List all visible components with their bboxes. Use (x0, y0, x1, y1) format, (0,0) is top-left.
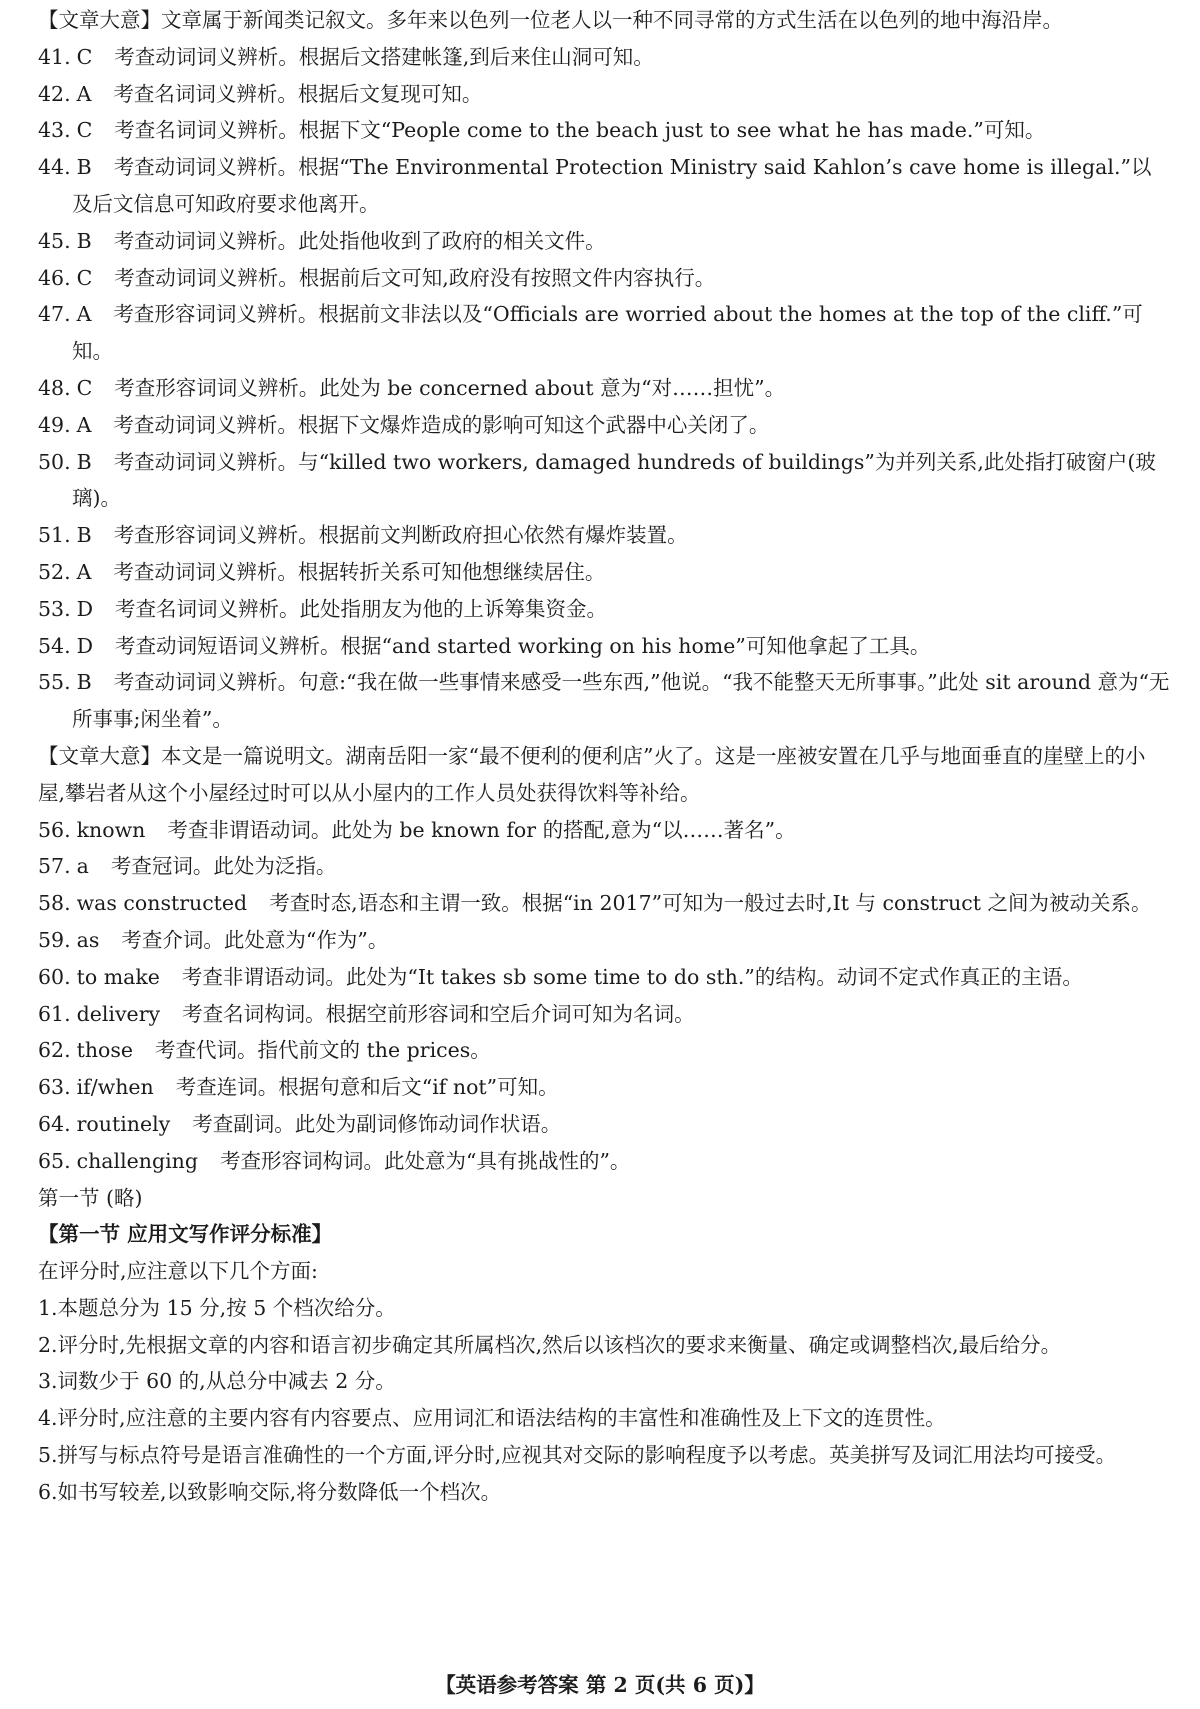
answer-item (38, 959, 1170, 996)
answer-value: C (76, 265, 93, 290)
answer-item (38, 407, 1170, 444)
answer-value: C (76, 118, 93, 143)
answer-item (38, 39, 1170, 76)
question-number: 50. (38, 449, 71, 474)
answer-value: D (76, 596, 94, 621)
question-number: 51. (38, 523, 71, 548)
answer-explanation: 考查动词词义辨析。根据后文搭建帐篷,到后来住山洞可知。 (114, 44, 654, 69)
scoring-criteria-list (38, 1290, 1170, 1511)
answer-explanation: 考查动词词义辨析。根据下文爆炸造成的影响可知这个武器中心关闭了。 (113, 412, 770, 437)
question-number: 41. (38, 44, 71, 69)
answer-item (38, 517, 1170, 554)
answer-value: B (76, 449, 92, 474)
answer-list-56-65 (38, 812, 1170, 1180)
answer-value: B (76, 228, 92, 253)
answer-value: as (76, 927, 100, 952)
answer-explanation: 考查动词短语词义辨析。根据“and started working on his home”可知他拿起了工具。 (115, 633, 931, 658)
scoring-criterion: 1.本题总分为 15 分,按 5 个档次给分。 (38, 1295, 396, 1320)
answer-list-41-55 (38, 39, 1170, 738)
question-number: 55. (38, 670, 71, 695)
answer-value: A (76, 302, 92, 327)
answer-value: a (76, 854, 89, 879)
passage-summary-1: 【文章大意】文章属于新闻类记叙文。多年来以色列一位老人以一种不同寻常的方式生活在以色列的地中海沿岸。 (38, 8, 1063, 32)
question-number: 65. (38, 1148, 71, 1173)
answer-item (38, 1069, 1170, 1106)
answer-value: A (76, 412, 92, 437)
scoring-intro: 在评分时,应注意以下几个方面: (38, 1259, 318, 1284)
answer-explanation: 考查冠词。此处为泛指。 (110, 854, 337, 879)
answer-item (38, 296, 1170, 370)
answer-explanation: 考查名词词义辨析。此处指朋友为他的上诉筹集资金。 (115, 596, 608, 621)
answer-item (38, 848, 1170, 885)
answer-item (38, 370, 1170, 407)
question-number: 62. (38, 1038, 71, 1063)
answer-explanation: 考查名词词义辨析。根据下文“People come to the beach just to see what he has made.”可知。 (114, 118, 1046, 143)
question-number: 49. (38, 412, 71, 437)
answer-explanation: 考查动词词义辨析。与“killed two workers, damaged hundreds of buildings”为并列关系,此处指打破窗户(玻璃)。 (72, 449, 1156, 511)
answer-explanation: 考查介词。此处意为“作为”。 (121, 927, 389, 952)
question-number: 42. (38, 81, 71, 106)
question-number: 52. (38, 559, 71, 584)
scoring-criterion: 4.评分时,应注意的主要内容有内容要点、应用词汇和语法结构的丰富性和准确性及上下文的连贯性。 (38, 1406, 946, 1431)
answer-value: C (76, 375, 93, 400)
answer-item (38, 1032, 1170, 1069)
question-number: 58. (38, 891, 71, 916)
answer-value: B (76, 155, 92, 180)
answer-value: B (76, 670, 92, 695)
answer-item (38, 223, 1170, 260)
answer-item (38, 76, 1170, 113)
answer-value: C (76, 44, 93, 69)
answer-item (38, 812, 1170, 849)
answer-explanation: 考查时态,语态和主谓一致。根据“in 2017”可知为一般过去时,It 与 construct 之间为被动关系。 (269, 891, 1152, 916)
answer-value: known (76, 817, 146, 842)
question-number: 56. (38, 817, 71, 842)
scoring-criterion: 2.评分时,先根据文章的内容和语言初步确定其所属档次,然后以该档次的要求来衡量、确定或调整档次,最后给分。 (38, 1332, 1062, 1357)
question-number: 64. (38, 1111, 71, 1136)
answer-item (38, 664, 1170, 738)
answer-explanation: 考查动词词义辨析。句意:“我在做一些事情来感受一些东西,”他说。“我不能整天无所事事。”此处 sit around 意为“无所事事;闲坐着”。 (72, 670, 1170, 732)
answer-explanation: 考查非谓语动词。此处为“It takes sb some time to do sth.”的结构。动词不定式作真正的主语。 (181, 964, 1083, 989)
answer-item (38, 885, 1170, 922)
answer-explanation: 考查代词。指代前文的 the prices。 (155, 1038, 491, 1063)
question-number: 61. (38, 1001, 71, 1026)
answer-value: B (76, 523, 92, 548)
question-number: 54. (38, 633, 71, 658)
answer-explanation: 考查连词。根据句意和后文“if not”可知。 (175, 1075, 559, 1100)
answer-value: if/when (76, 1075, 154, 1100)
page-content (38, 2, 1170, 1511)
question-number: 43. (38, 118, 71, 143)
answer-explanation: 考查动词词义辨析。根据转折关系可知他想继续居住。 (113, 559, 606, 584)
answer-explanation: 考查动词词义辨析。此处指他收到了政府的相关文件。 (113, 228, 606, 253)
answer-value: delivery (76, 1001, 161, 1026)
answer-value: those (76, 1038, 134, 1063)
answer-explanation: 考查副词。此处为副词修饰动词作状语。 (192, 1111, 562, 1136)
page-footer: 【英语参考答案 第 2 页(共 6 页)】 (435, 1673, 765, 1697)
answer-explanation: 考查名词构词。根据空前形容词和空后介词可知为名词。 (182, 1001, 695, 1026)
answer-item (38, 112, 1170, 149)
question-number: 63. (38, 1075, 71, 1100)
answer-explanation: 考查名词词义辨析。根据后文复现可知。 (113, 81, 483, 106)
question-number: 48. (38, 375, 71, 400)
answer-item (38, 1143, 1170, 1180)
answer-value: A (76, 559, 92, 584)
question-number: 46. (38, 265, 71, 290)
answer-value: challenging (76, 1148, 198, 1173)
question-number: 44. (38, 155, 71, 180)
answer-explanation: 考查动词词义辨析。根据“The Environmental Protection Ministry said Kahlon’s cave home is illegal.”以及后文信息可知政府要求他离开。 (72, 155, 1152, 216)
question-number: 60. (38, 964, 71, 989)
section-note: 第一节 (略) (38, 1185, 143, 1210)
question-number: 47. (38, 302, 71, 327)
answer-value: D (76, 633, 94, 658)
answer-explanation: 考查形容词词义辨析。根据前文判断政府担心依然有爆炸装置。 (113, 523, 688, 548)
answer-value: to make (76, 964, 160, 989)
question-number: 53. (38, 596, 71, 621)
question-number: 59. (38, 927, 71, 952)
answer-item (38, 260, 1170, 297)
answer-item (38, 149, 1170, 223)
answer-explanation: 考查非谓语动词。此处为 be known for 的搭配,意为“以……著名”。 (167, 817, 796, 842)
answer-item (38, 996, 1170, 1033)
scoring-criterion: 3.词数少于 60 的,从总分中减去 2 分。 (38, 1369, 396, 1394)
answer-item (38, 922, 1170, 959)
answer-explanation: 考查动词词义辨析。根据前后文可知,政府没有按照文件内容执行。 (114, 265, 716, 290)
answer-item (38, 591, 1170, 628)
answer-explanation: 考查形容词词义辨析。此处为 be concerned about 意为“对……担忧”。 (114, 375, 786, 400)
scoring-criterion: 6.如书写较差,以致影响交际,将分数降低一个档次。 (38, 1479, 502, 1504)
answer-item (38, 444, 1170, 518)
answer-explanation: 考查形容词构词。此处意为“具有挑战性的”。 (219, 1148, 631, 1173)
answer-value: A (76, 81, 92, 106)
answer-value: was constructed (76, 891, 248, 916)
scoring-section-title: 【第一节 应用文写作评分标准】 (38, 1222, 333, 1247)
scoring-criterion: 5.拼写与标点符号是语言准确性的一个方面,评分时,应视其对交际的影响程度予以考虑。英美拼写及词汇用法均可接受。 (38, 1443, 1117, 1468)
answer-item (38, 628, 1170, 665)
question-number: 45. (38, 228, 71, 253)
answer-value: routinely (76, 1111, 171, 1136)
answer-explanation: 考查形容词词义辨析。根据前文非法以及“Officials are worried about the homes at the top of the cliff.”可知。 (72, 302, 1143, 364)
answer-item (38, 554, 1170, 591)
answer-item (38, 1106, 1170, 1143)
passage-summary-2: 【文章大意】本文是一篇说明文。湖南岳阳一家“最不便利的便利店”火了。这是一座被安置在几乎与地面垂直的崖壁上的小屋,攀岩者从这个小屋经过时可以从小屋内的工作人员处获得饮料等补给。 (38, 743, 1146, 805)
question-number: 57. (38, 854, 71, 879)
